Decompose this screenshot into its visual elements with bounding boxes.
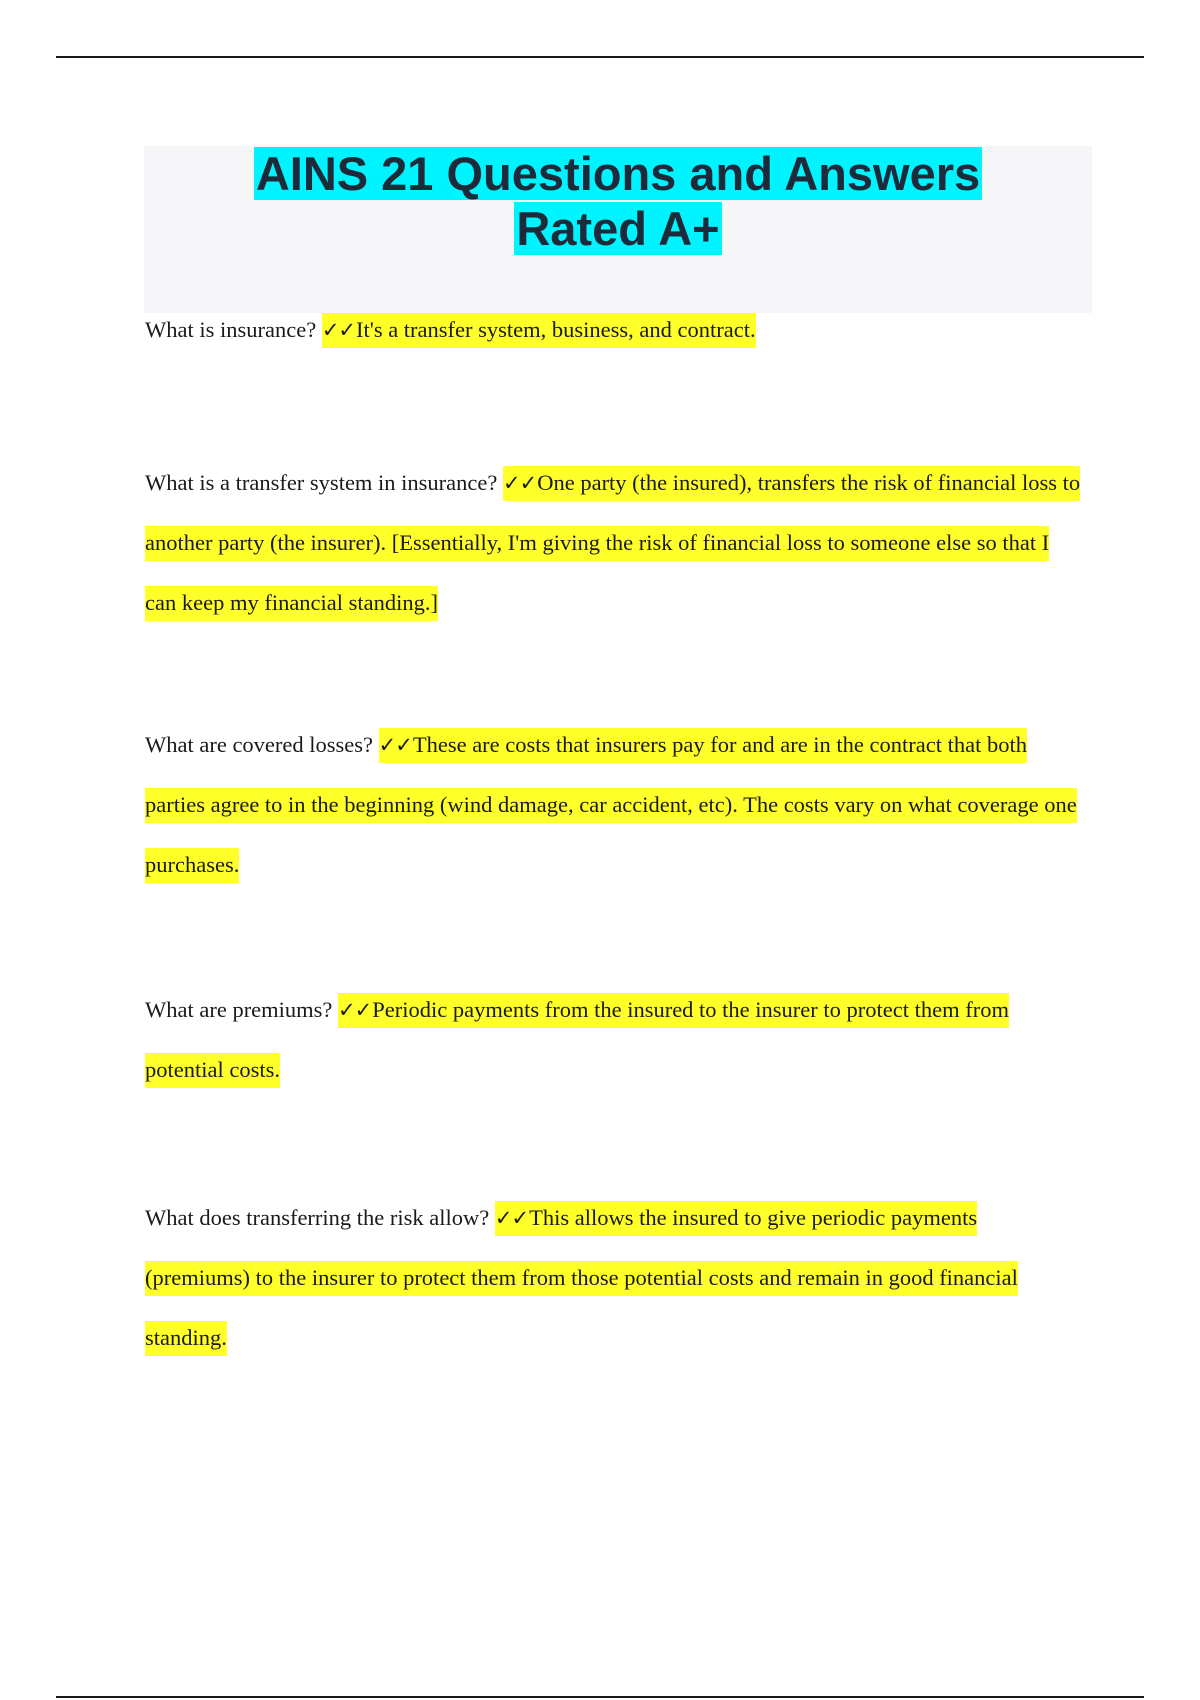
double-check-icon: ✓✓	[378, 733, 412, 757]
answer-text: Periodic payments from the insured to the insurer to protect them from potential costs.	[145, 997, 1009, 1082]
question-text: What is a transfer system in insurance?	[145, 470, 498, 495]
title-line-1: AINS 21 Questions and Answers	[255, 147, 981, 200]
qa-item-5	[145, 1188, 1085, 1368]
qa-item-3	[145, 715, 1085, 895]
answer-highlight	[322, 313, 756, 348]
answer-text: One party (the insured), transfers the risk of financial loss to another party (the insurer). [Essentially, I'm giving the risk of financial loss to someone else so that I can keep my financial standing.]	[145, 470, 1081, 615]
answer-text: This allows the insured to give periodic payments (premiums) to the insurer to protect them from those potential costs and remain in good financial standing.	[145, 1205, 1018, 1350]
question-text: What does transferring the risk allow?	[145, 1205, 490, 1230]
page-title	[144, 146, 1092, 256]
answer-text: It's a transfer system, business, and contract.	[356, 317, 756, 342]
qa-item-1	[145, 300, 1085, 360]
answer-text: These are costs that insurers pay for and are in the contract that both parties agree to in the beginning (wind damage, car accident, etc). The costs vary on what coverage one purchases.	[145, 732, 1077, 877]
title-line-2: Rated A+	[516, 202, 720, 255]
header-rule	[56, 56, 1144, 58]
double-check-icon: ✓✓	[338, 998, 372, 1022]
question-text: What are covered losses?	[145, 732, 374, 757]
double-check-icon: ✓✓	[321, 318, 356, 342]
qa-item-4	[145, 980, 1085, 1100]
title-block	[144, 146, 1092, 313]
double-check-icon: ✓✓	[494, 1206, 529, 1230]
footer-rule	[56, 1696, 1144, 1698]
qa-item-2	[145, 453, 1085, 633]
double-check-icon: ✓✓	[503, 471, 537, 495]
question-text: What is insurance?	[145, 317, 317, 342]
question-text: What are premiums?	[145, 997, 333, 1022]
